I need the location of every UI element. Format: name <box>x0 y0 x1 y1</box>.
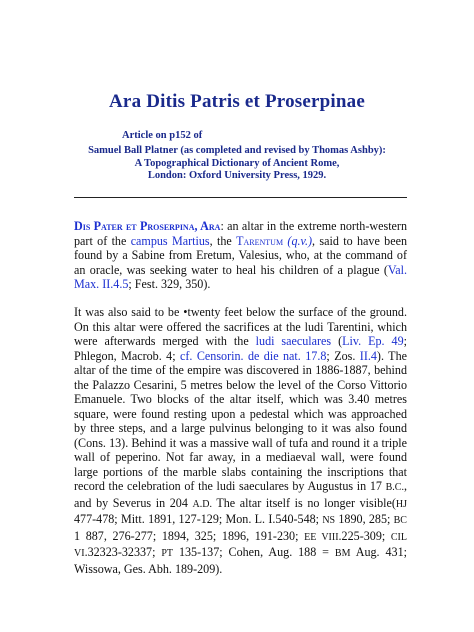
link-tarentum[interactable]: Tarentum <box>236 233 284 248</box>
abbr-bc-journal: BC <box>393 515 407 526</box>
text: , and by Severus in 204 <box>74 479 407 510</box>
text: 477-478; Mitt. 1891, 127-129; Mon. L. I.540-548; <box>74 512 323 526</box>
abbr-pt: PT <box>161 548 174 559</box>
text: , the <box>209 233 237 248</box>
text: ; Phlegon, Macrob. 4; <box>74 334 408 363</box>
abbr-ee: EE VIII <box>304 531 339 543</box>
reference-publisher: London: Oxford University Press, 1929. <box>147 170 327 181</box>
text: The altar itself is no longer visible( <box>211 495 396 510</box>
text: It was also said to be •twenty feet below the surface of the ground. On this altar were offered the sacrifices at the ludi Tarentini, which were afterwards merged with the <box>74 305 407 348</box>
text: ( <box>331 334 343 348</box>
horizontal-divider <box>74 197 407 198</box>
link-val-max[interactable]: Val. Max. II.4.5 <box>74 262 407 291</box>
text: 135-137; Cohen, Aug. 188 = <box>173 545 335 559</box>
reference-book-title: A Topographical Dictionary of Ancient Rome, <box>134 157 340 169</box>
text: : an altar in the extreme north-western part of the <box>74 219 407 248</box>
paragraph-2 <box>74 305 407 576</box>
abbr-cil: CIL VI <box>74 531 407 559</box>
abbr-bm: BM <box>334 548 351 559</box>
text: 1890, 285; <box>335 512 394 526</box>
text: .32323-32337; <box>84 545 162 559</box>
text: Aug. 431; Wissowa, Ges. Abh. 189-209). <box>74 545 407 576</box>
link-qv[interactable]: (q.v.) <box>287 233 313 248</box>
abbr-ns: NS <box>322 515 336 526</box>
text: .225-309; <box>338 528 391 543</box>
reference-author-line: Samuel Ball Platner (as completed and revised by Thomas Ashby): <box>88 145 386 156</box>
text: ; Fest. 329, 350). <box>128 277 211 291</box>
article-reference-line: Article on p152 of <box>122 130 203 141</box>
text: 1 887, 276-277; 1894, 325; 1896, 191-230; <box>74 528 305 543</box>
abbr-hj: HJ <box>395 498 407 510</box>
link-ludi-saeculares[interactable]: ludi saeculares <box>255 334 332 348</box>
page-title: Ara Ditis Patris et Proserpinae <box>109 91 365 112</box>
text: ; Zos. <box>326 348 360 363</box>
link-zos[interactable]: II.4 <box>359 348 377 363</box>
text: ). The altar of the time of the empire was discovered in 1886-1887, behind the Palazzo Cesarini, 5 metres below the level of the Corso Vittorio Emanuele. Two blocks of the altar itself, which was 3.40 metres square, were found resting upon a pedestal which was approached by three steps, and a large pulvinus belonging to it was also found (Cons. 13). Behind it was a massive wall of tufa and round it a triple wall of peperino. Not far away, in a mediaeval wall, were found large portions of the marble slabs containing the inscriptions that record the celebration of the ludi saeculares by Augustus in 17 <box>74 348 407 493</box>
headword: Dis Pater et Proserpina, Ara <box>74 219 221 233</box>
text: , said to have been found by a Sabine from Eretum, Valesius, who, at the command of an oracle, was seeking water to heal his children of a plague ( <box>74 233 407 277</box>
link-liv-ep[interactable]: Liv. Ep. 49 <box>342 334 404 348</box>
bibliographic-reference <box>0 145 474 183</box>
abbr-bc: B.C. <box>385 482 404 493</box>
link-campus-martius[interactable]: campus Martius <box>130 233 210 248</box>
link-censorin[interactable]: cf. Censorin. de die nat. 17.8 <box>180 348 327 363</box>
abbr-ad: A.D. <box>192 498 212 510</box>
paragraph-1 <box>74 219 407 292</box>
